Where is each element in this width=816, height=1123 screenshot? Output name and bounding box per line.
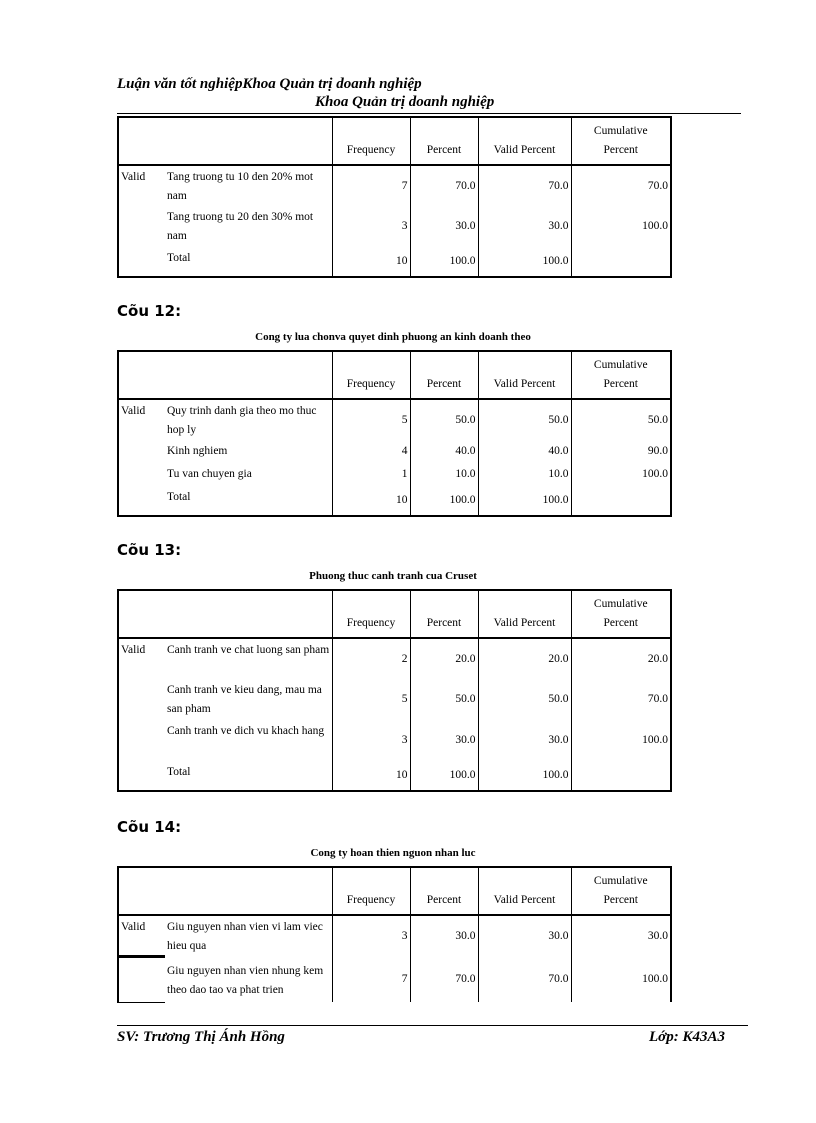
question-heading-14: Cõu 14: (117, 818, 182, 836)
col-frequency: Frequency (332, 351, 410, 399)
table-row (118, 956, 671, 1002)
col-cumulative-percent: Cumulative Percent (571, 351, 671, 399)
cumulative-cell: 100.0 (571, 206, 671, 247)
cumulative-cell (571, 247, 671, 277)
col-percent: Percent (410, 590, 478, 638)
valid-percent-cell: 30.0 (478, 720, 571, 761)
percent-cell: 20.0 (410, 638, 478, 679)
table-row (118, 761, 671, 791)
col-valid-percent: Valid Percent (478, 351, 571, 399)
row-label: Canh tranh ve chat luong san pham (165, 638, 332, 679)
cumulative-cell (571, 486, 671, 516)
valid-percent-cell: 50.0 (478, 399, 571, 440)
freq-cell: 4 (332, 440, 410, 463)
header-subtitle: Khoa Quản trị doanh nghiệp (315, 94, 495, 110)
table-row (118, 915, 671, 956)
freq-cell: 3 (332, 720, 410, 761)
cumulative-cell: 90.0 (571, 440, 671, 463)
table-caption-14: Cong ty hoan thien nguon nhan luc (310, 847, 476, 859)
table-caption-12: Cong ty lua chonva quyet dinh phuong an kinh doanh theo (255, 331, 531, 343)
cumulative-cell: 20.0 (571, 638, 671, 679)
col-percent: Percent (410, 351, 478, 399)
freq-cell: 5 (332, 399, 410, 440)
col-valid-percent: Valid Percent (478, 590, 571, 638)
row-label: Canh tranh ve dich vu khach hang (165, 720, 332, 761)
freq-cell: 10 (332, 247, 410, 277)
valid-label: Valid (121, 171, 146, 183)
freq-cell: 10 (332, 761, 410, 791)
valid-percent-cell: 40.0 (478, 440, 571, 463)
freq-cell: 7 (332, 956, 410, 1002)
row-label: Canh tranh ve kieu dang, mau ma san pham (165, 679, 332, 720)
valid-percent-cell: 100.0 (478, 761, 571, 791)
row-label: Tang truong tu 20 den 30% mot nam (165, 206, 332, 247)
table-row (118, 463, 671, 486)
table-row (118, 165, 671, 206)
valid-percent-cell: 100.0 (478, 486, 571, 516)
col-frequency: Frequency (332, 867, 410, 915)
footer-class: Lớp: K43A3 (649, 1029, 725, 1045)
percent-cell: 70.0 (410, 165, 478, 206)
col-valid-percent: Valid Percent (478, 867, 571, 915)
row-label: Tang truong tu 10 den 20% mot nam (165, 165, 332, 206)
header-divider (117, 113, 741, 114)
cumulative-cell (571, 761, 671, 791)
percent-cell: 30.0 (410, 720, 478, 761)
valid-percent-cell: 30.0 (478, 915, 571, 956)
question-heading-12: Cõu 12: (117, 302, 182, 320)
percent-cell: 30.0 (410, 915, 478, 956)
percent-cell: 30.0 (410, 206, 478, 247)
question-heading-13: Cõu 13: (117, 541, 182, 559)
freq-cell: 2 (332, 638, 410, 679)
cumulative-cell: 50.0 (571, 399, 671, 440)
cumulative-cell: 70.0 (571, 165, 671, 206)
table-row (118, 399, 671, 440)
valid-percent-cell: 30.0 (478, 206, 571, 247)
row-label: Total (165, 247, 332, 277)
row-label: Giu nguyen nhan vien vi lam viec hieu qua (165, 915, 332, 956)
table-row (118, 206, 671, 247)
cumulative-cell: 70.0 (571, 679, 671, 720)
footer-student: SV: Trương Thị Ánh Hồng (117, 1029, 285, 1045)
cumulative-cell: 100.0 (571, 720, 671, 761)
table-row (118, 486, 671, 516)
frequency-table-1 (117, 116, 672, 278)
col-valid-percent: Valid Percent (478, 117, 571, 165)
percent-cell: 50.0 (410, 679, 478, 720)
valid-label: Valid (118, 915, 165, 956)
row-label: Quy trinh danh gia theo mo thuc hop ly (165, 399, 332, 440)
col-percent: Percent (410, 117, 478, 165)
col-percent: Percent (410, 867, 478, 915)
row-label: Tu van chuyen gia (165, 463, 332, 486)
row-label: Kinh nghiem (165, 440, 332, 463)
valid-label: Valid (121, 405, 146, 417)
table-row (118, 679, 671, 720)
frequency-table-13 (117, 589, 672, 792)
header-title: Luận văn tốt nghiệpKhoa Quản trị doanh nghiệp (117, 76, 422, 92)
table-row (118, 247, 671, 277)
cumulative-cell: 30.0 (571, 915, 671, 956)
percent-cell: 40.0 (410, 440, 478, 463)
frequency-table-14 (117, 866, 672, 1003)
valid-percent-cell: 10.0 (478, 463, 571, 486)
col-cumulative-percent: Cumulative Percent (571, 867, 671, 915)
valid-label: Valid (121, 644, 146, 656)
col-cumulative-percent: Cumulative Percent (571, 590, 671, 638)
freq-cell: 10 (332, 486, 410, 516)
cumulative-cell: 100.0 (571, 463, 671, 486)
freq-cell: 5 (332, 679, 410, 720)
table-row (118, 720, 671, 761)
valid-percent-cell: 70.0 (478, 956, 571, 1002)
valid-percent-cell: 70.0 (478, 165, 571, 206)
col-frequency: Frequency (332, 590, 410, 638)
valid-percent-cell: 50.0 (478, 679, 571, 720)
percent-cell: 10.0 (410, 463, 478, 486)
percent-cell: 100.0 (410, 247, 478, 277)
frequency-table-12 (117, 350, 672, 517)
percent-cell: 100.0 (410, 486, 478, 516)
table-row (118, 440, 671, 463)
footer-divider (117, 1025, 748, 1026)
valid-percent-cell: 20.0 (478, 638, 571, 679)
col-cumulative-percent: Cumulative Percent (571, 117, 671, 165)
corner-cell (118, 117, 165, 165)
row-label: Giu nguyen nhan vien nhung kem theo dao tao va phat trien (165, 956, 332, 1002)
percent-cell: 50.0 (410, 399, 478, 440)
valid-percent-cell: 100.0 (478, 247, 571, 277)
freq-cell: 3 (332, 206, 410, 247)
percent-cell: 70.0 (410, 956, 478, 1002)
freq-cell: 7 (332, 165, 410, 206)
table-caption-13: Phuong thuc canh tranh cua Cruset (309, 570, 477, 582)
cumulative-cell: 100.0 (571, 956, 671, 1002)
freq-cell: 1 (332, 463, 410, 486)
col-frequency: Frequency (332, 117, 410, 165)
percent-cell: 100.0 (410, 761, 478, 791)
freq-cell: 3 (332, 915, 410, 956)
row-label: Total (165, 486, 332, 516)
row-label: Total (165, 761, 332, 791)
table-row (118, 638, 671, 679)
